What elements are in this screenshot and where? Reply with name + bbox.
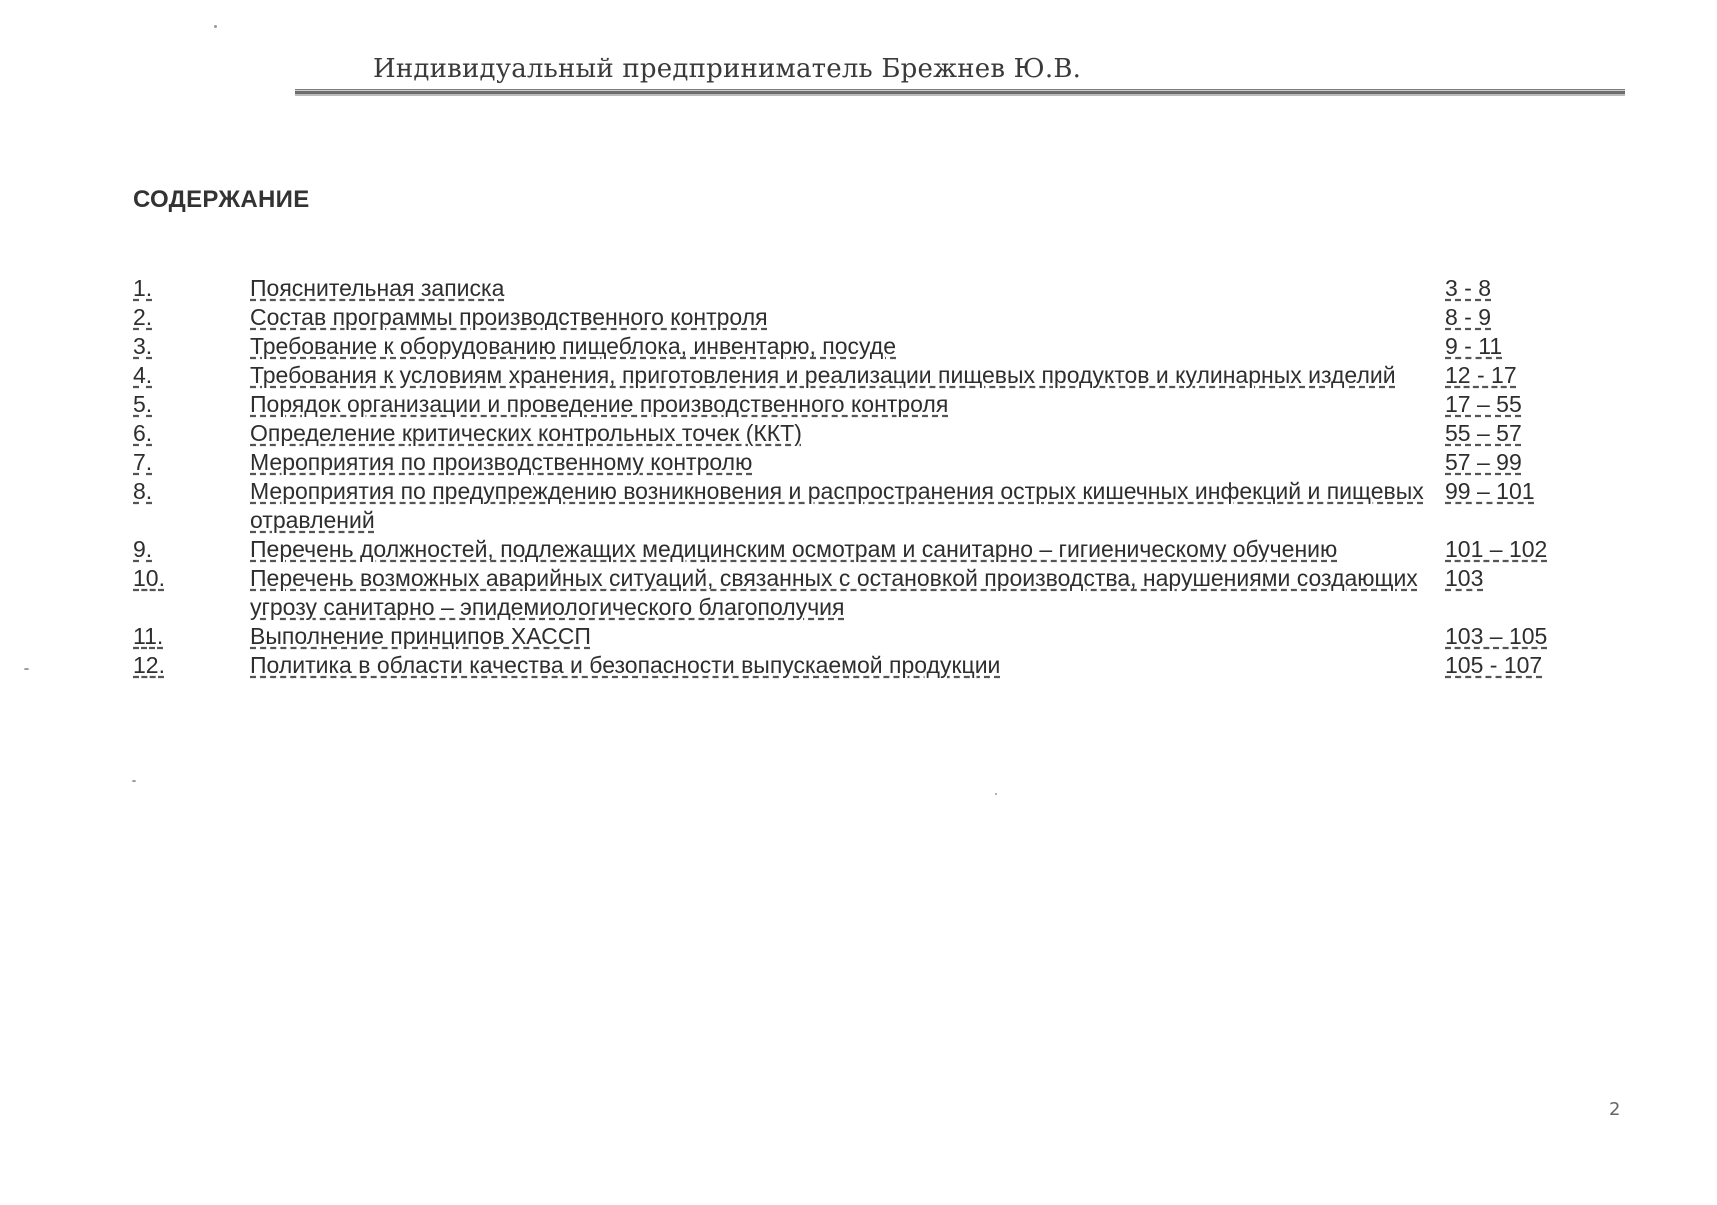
toc-item-title: Определение критических контрольных точек (ККТ) [250,420,802,446]
toc-item-title: Перечень должностей, подлежащих медицинским осмотрам и санитарно – гигиеническому обучению [250,536,1338,562]
toc-row [133,651,1573,680]
toc-row [133,419,1573,448]
toc-item-title: Выполнение принципов ХАССП [250,623,591,649]
toc-item-pages: 103 [1445,565,1484,591]
toc-item-number: 12. [133,652,165,678]
scan-speck [995,793,997,795]
scan-speck [132,780,136,782]
toc-row [133,564,1573,622]
toc-item-pages: 8 - 9 [1445,304,1492,330]
toc-row [133,332,1573,361]
toc-item-number: 5. [133,391,153,417]
toc-item-pages: 12 - 17 [1445,362,1517,388]
toc-item-number: 8. [133,478,153,504]
toc-row [133,390,1573,419]
toc-item-title: Состав программы производственного контроля [250,304,768,330]
toc-item-pages: 101 – 102 [1445,536,1548,562]
toc-item-pages: 9 - 11 [1445,333,1503,359]
toc-item-pages: 105 - 107 [1445,652,1543,678]
toc-item-title: Перечень возможных аварийных ситуаций, связанных с остановкой производства, нарушениями создающих угрозу санитарно – эпидемиологического благополучия [250,565,1418,620]
scan-speck [24,668,29,670]
toc-item-pages: 57 – 99 [1445,449,1522,475]
toc-row [133,477,1573,535]
toc-heading: СОДЕРЖАНИЕ [133,186,310,213]
toc-row [133,448,1573,477]
toc-item-number: 10. [133,565,165,591]
toc-item-title: Порядок организации и проведение производственного контроля [250,391,949,417]
toc-item-title: Пояснительная записка [250,275,505,301]
toc-item-number: 9. [133,536,153,562]
toc-item-title: Мероприятия по производственному контролю [250,449,753,475]
toc-item-number: 3. [133,333,153,359]
toc-item-number: 2. [133,304,153,330]
toc-item-number: 11. [133,623,164,649]
toc-row [133,303,1573,332]
header-rule [295,89,1625,96]
toc-item-pages: 103 – 105 [1445,623,1548,649]
header-title: Индивидуальный предприниматель Брежнев Ю.В. [373,54,1082,84]
toc-item-pages: 99 – 101 [1445,478,1535,504]
toc-item-title: Политика в области качества и безопасности выпускаемой продукции [250,652,1001,678]
toc-row [133,274,1573,303]
toc-item-title: Требования к условиям хранения, приготовления и реализации пищевых продуктов и кулинарных изделий [250,362,1396,388]
toc-row [133,622,1573,651]
toc-item-number: 1. [133,275,153,301]
toc-item-title: Требование к оборудованию пищеблока, инвентарю, посуде [250,333,896,359]
toc-row [133,361,1573,390]
toc-item-number: 7. [133,449,153,475]
toc-item-pages: 3 - 8 [1445,275,1492,301]
toc-item-pages: 55 – 57 [1445,420,1522,446]
page-number: 2 [1609,1099,1621,1120]
toc-list [133,274,1573,680]
toc-item-pages: 17 – 55 [1445,391,1522,417]
toc-item-title: Мероприятия по предупреждению возникновения и распространения острых кишечных инфекций и пищевых отравлений [250,478,1424,533]
scan-speck [214,25,217,28]
toc-item-number: 4. [133,362,153,388]
toc-row [133,535,1573,564]
toc-item-number: 6. [133,420,153,446]
